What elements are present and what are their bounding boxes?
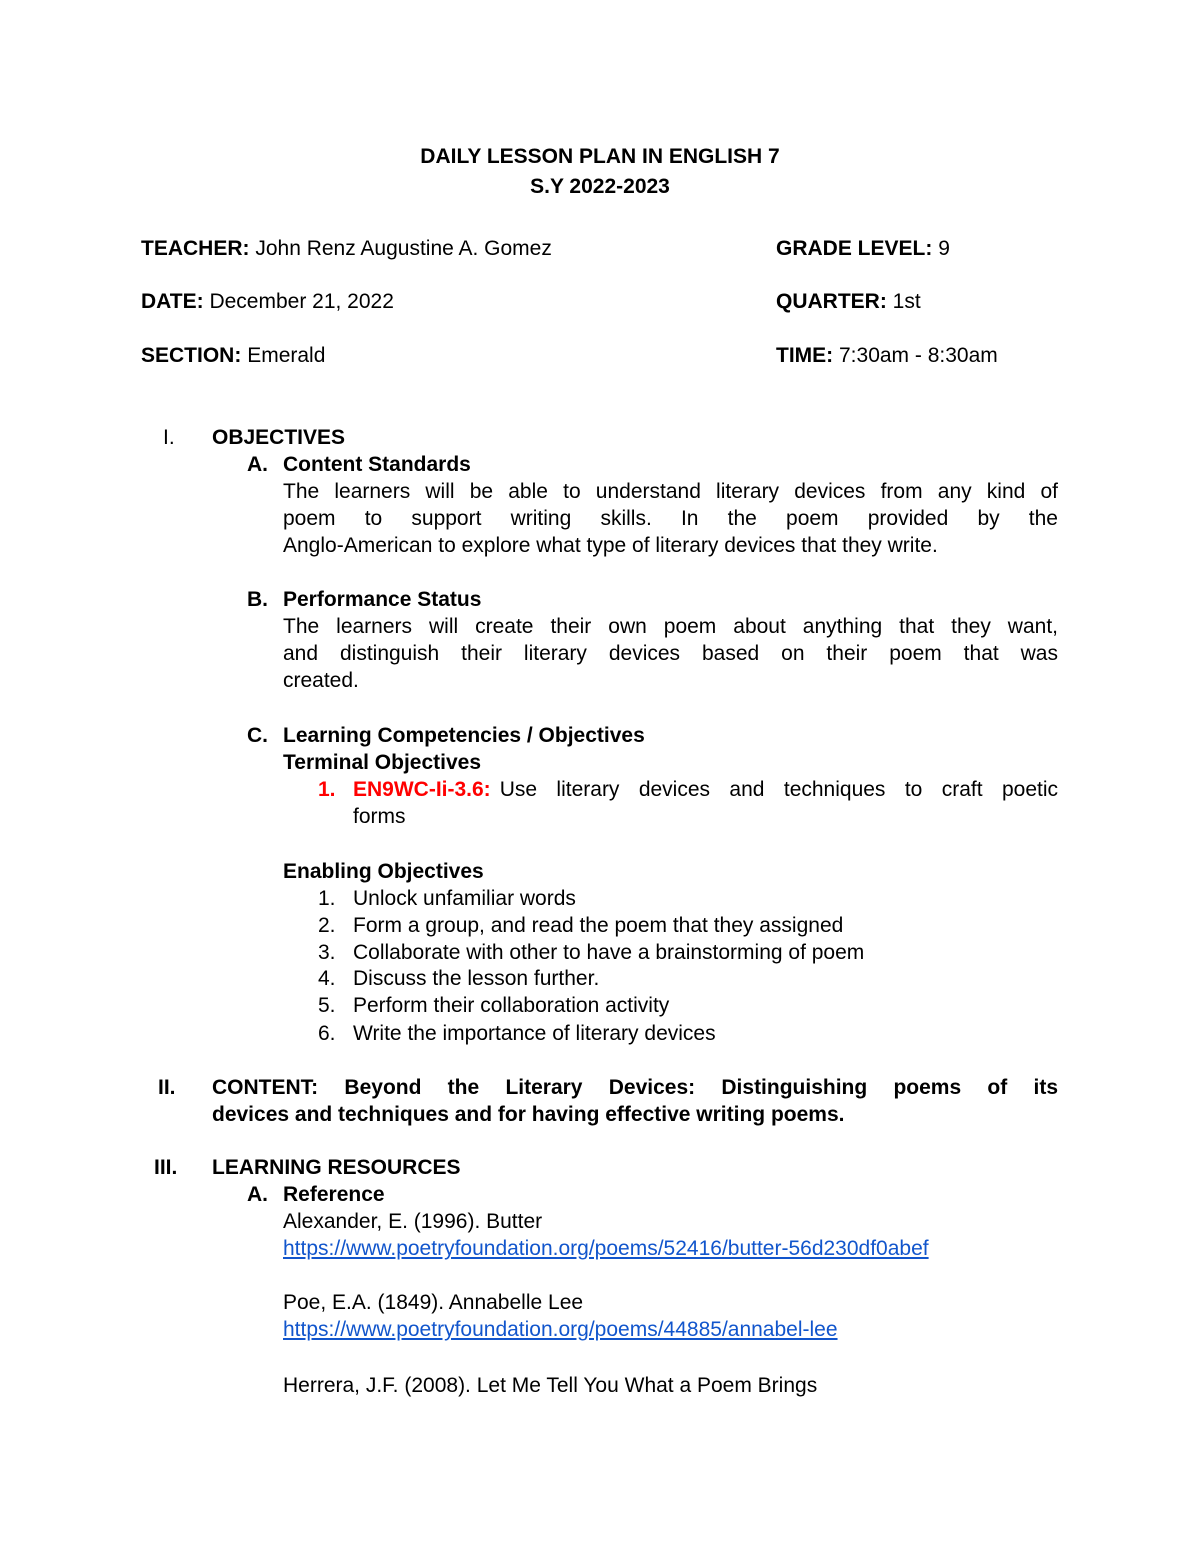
content-line: devices and techniques and for having effective writing poems.: [212, 1103, 845, 1126]
content-standards-line: poem to support writing skills. In the poem provided by the: [283, 507, 1058, 530]
reference-letter: A.: [247, 1183, 268, 1206]
competencies-heading: Learning Competencies / Objectives: [283, 724, 645, 747]
reference-heading: Reference: [283, 1183, 385, 1206]
list-item: Perform their collaboration activity: [353, 994, 670, 1017]
document-title: DAILY LESSON PLAN IN ENGLISH 7: [420, 145, 780, 168]
content-numeral: II.: [158, 1076, 176, 1099]
date-field: DATE: December 21, 2022: [141, 290, 394, 313]
list-item: Discuss the lesson further.: [353, 967, 600, 990]
quarter-field: QUARTER: 1st: [776, 290, 921, 313]
performance-status-line: and distinguish their literary devices based on their poem that was: [283, 642, 1058, 665]
school-year: S.Y 2022-2023: [530, 175, 670, 198]
list-item: Write the importance of literary devices: [353, 1022, 716, 1045]
reference-link[interactable]: https://www.poetryfoundation.org/poems/44885/annabel-lee: [283, 1318, 838, 1341]
reference-citation: Poe, E.A. (1849). Annabelle Lee: [283, 1291, 584, 1314]
performance-status-letter: B.: [247, 588, 268, 611]
list-item-number: 5.: [318, 994, 336, 1017]
reference-link[interactable]: https://www.poetryfoundation.org/poems/52416/butter-56d230df0abef: [283, 1237, 929, 1260]
performance-status-heading: Performance Status: [283, 588, 482, 611]
section-field: SECTION: Emerald: [141, 344, 326, 367]
terminal-objective-text: forms: [353, 805, 406, 828]
grade-level-field: GRADE LEVEL: 9: [776, 237, 950, 260]
teacher-field: TEACHER: John Renz Augustine A. Gomez: [141, 237, 552, 260]
terminal-objectives-heading: Terminal Objectives: [283, 751, 482, 774]
objectives-numeral: I.: [163, 426, 175, 449]
time-field: TIME: 7:30am - 8:30am: [776, 344, 998, 367]
list-item-number: 4.: [318, 967, 336, 990]
content-standards-heading: Content Standards: [283, 453, 471, 476]
list-item-number: 6.: [318, 1022, 336, 1045]
objectives-heading: OBJECTIVES: [212, 426, 346, 449]
resources-numeral: III.: [154, 1156, 178, 1179]
list-item-number: 3.: [318, 941, 336, 964]
competency-code: EN9WC-Ii-3.6:: [353, 778, 491, 801]
list-item: Collaborate with other to have a brainstorming of poem: [353, 941, 865, 964]
terminal-objective-text: Use literary devices and techniques to craft poetic: [499, 778, 1058, 801]
reference-citation: Alexander, E. (1996). Butter: [283, 1210, 543, 1233]
enabling-objectives-heading: Enabling Objectives: [283, 860, 484, 883]
content-standards-line: The learners will be able to understand literary devices from any kind of: [283, 480, 1058, 503]
list-item: Form a group, and read the poem that they assigned: [353, 914, 844, 937]
list-item-number: 2.: [318, 914, 336, 937]
list-item-number: 1.: [318, 887, 336, 910]
content-standards-letter: A.: [247, 453, 268, 476]
list-item: Unlock unfamiliar words: [353, 887, 576, 910]
terminal-objective: [353, 776, 1058, 803]
content-line: CONTENT: Beyond the Literary Devices: Distinguishing poems of its: [212, 1076, 1058, 1099]
performance-status-line: created.: [283, 669, 359, 692]
content-standards-line: Anglo-American to explore what type of literary devices that they write.: [283, 534, 938, 557]
terminal-objective-number: 1.: [318, 778, 336, 801]
reference-citation: Herrera, J.F. (2008). Let Me Tell You What a Poem Brings: [283, 1374, 818, 1397]
competencies-letter: C.: [247, 724, 268, 747]
resources-heading: LEARNING RESOURCES: [212, 1156, 461, 1179]
performance-status-line: The learners will create their own poem about anything that they want,: [283, 615, 1058, 638]
